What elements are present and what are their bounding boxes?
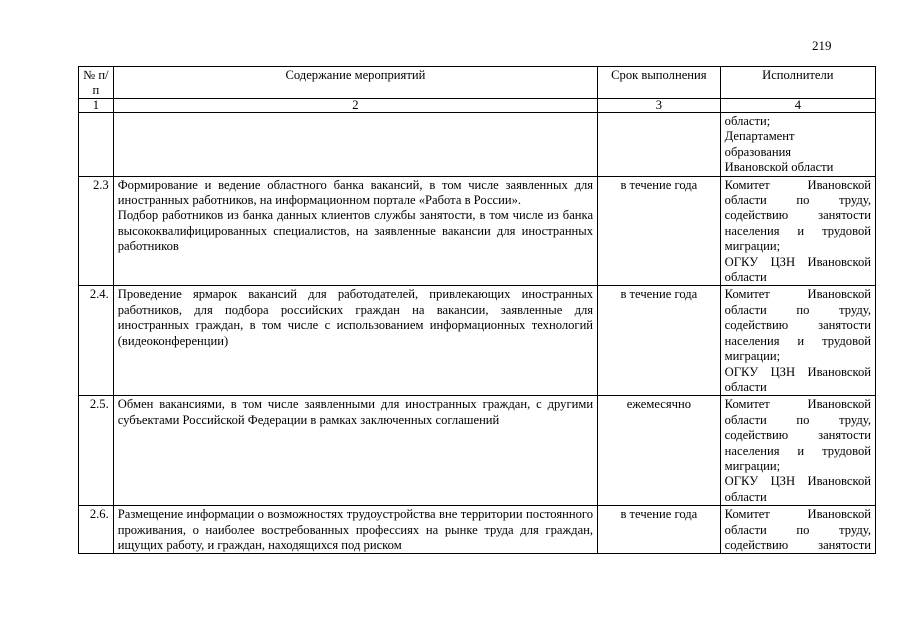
index-cell: 3 bbox=[598, 99, 721, 113]
table-row-2-4 bbox=[79, 286, 876, 396]
content-clip bbox=[118, 507, 593, 553]
executor-line: области по труду, bbox=[724, 412, 871, 427]
table-row-2-3 bbox=[79, 176, 876, 286]
executor-line: Комитет Ивановской bbox=[724, 397, 871, 412]
executor-line: содействию занятости bbox=[724, 428, 871, 443]
content-paragraph: Формирование и ведение областного банка вакансий, в том числе заявленных для иностранных работников, на информационном портале «Работа в России». bbox=[117, 177, 594, 208]
executor-line: населения и трудовой bbox=[724, 223, 871, 238]
executor-line: Ивановской области bbox=[724, 160, 834, 175]
executor-line: области bbox=[724, 379, 767, 394]
executor-line: области; bbox=[724, 114, 771, 128]
table-index-row bbox=[79, 99, 876, 113]
header-num: № п/п bbox=[79, 67, 114, 99]
index-cell: 1 bbox=[79, 99, 114, 113]
executor-line: миграции; bbox=[724, 349, 781, 364]
content-cell bbox=[113, 176, 597, 286]
content-paragraph: Подбор работников из банка данных клиентов службы занятости, в том числе из банка высококвалифицированных специалистов, на заявленные вакансии для иностранных работников bbox=[117, 208, 594, 254]
content-cell bbox=[113, 113, 597, 177]
executor-line: Комитет Ивановской bbox=[724, 287, 871, 302]
content-paragraph: Проведение ярмарок вакансий для работодателей, привлекающих иностранных работников, для подбора российских граждан на вакансии, заявленные для иностранных граждан, в том числе с использованием информационных технологий (видеоконференции) bbox=[117, 287, 594, 348]
term-cell bbox=[598, 113, 721, 177]
executor-line: миграции; bbox=[724, 458, 781, 473]
executor-line: содействию занятости bbox=[724, 318, 871, 333]
content-cell bbox=[113, 286, 597, 396]
executor-line: населения и трудовой bbox=[724, 443, 871, 458]
executors-cell bbox=[720, 396, 875, 506]
num-cell: 2.4. bbox=[79, 286, 114, 396]
table-header-row bbox=[79, 67, 876, 99]
executor-line: Комитет Ивановской bbox=[724, 177, 871, 192]
num-cell: 2.6. bbox=[79, 506, 114, 554]
content-cell bbox=[113, 396, 597, 506]
executor-line: Департамент bbox=[724, 129, 795, 144]
executor-line: области по труду, bbox=[724, 193, 871, 208]
header-term: Срок выполнения bbox=[598, 67, 721, 99]
index-cell: 2 bbox=[113, 99, 597, 113]
executor-line: миграции; bbox=[724, 239, 781, 254]
executor-line: области по труду, bbox=[724, 302, 871, 317]
num-cell: 2.3 bbox=[79, 176, 114, 286]
table-row-2-6 bbox=[79, 506, 876, 554]
executors-cell bbox=[720, 286, 875, 396]
executor-line: Комитет Ивановской bbox=[724, 507, 871, 522]
executor-line: области bbox=[724, 270, 767, 285]
term-cell: в течение года bbox=[598, 176, 721, 286]
executors-clip bbox=[725, 507, 871, 553]
executor-line: области bbox=[724, 489, 767, 504]
executors-cell bbox=[720, 506, 875, 554]
executor-line: области по труду, bbox=[724, 522, 871, 537]
executor-line: образования bbox=[724, 144, 792, 159]
page-number: 219 bbox=[812, 38, 832, 53]
executor-line: содействию занятости bbox=[724, 208, 871, 223]
executors-cell bbox=[720, 113, 875, 177]
content-cell bbox=[113, 506, 597, 554]
executor-line: ОГКУ ЦЗН Ивановской bbox=[724, 474, 871, 489]
index-cell: 4 bbox=[720, 99, 875, 113]
measures-table bbox=[78, 66, 876, 554]
term-cell: в течение года bbox=[598, 506, 721, 554]
term-cell: ежемесячно bbox=[598, 396, 721, 506]
term-cell: в течение года bbox=[598, 286, 721, 396]
num-cell: 2.5. bbox=[79, 396, 114, 506]
header-content: Содержание мероприятий bbox=[113, 67, 597, 99]
table-row-continuation bbox=[79, 113, 876, 177]
num-cell bbox=[79, 113, 114, 177]
executor-line: населения и трудовой bbox=[724, 333, 871, 348]
executor-line: ОГКУ ЦЗН Ивановской bbox=[724, 364, 871, 379]
content-paragraph: Обмен вакансиями, в том числе заявленными для иностранных граждан, с другими субъектами Российской Федерации в рамках заключенных соглашений bbox=[117, 397, 594, 427]
executor-line: содействию занятости bbox=[724, 537, 871, 552]
executor-line: ОГКУ ЦЗН Ивановской bbox=[724, 254, 871, 269]
table-row-2-5 bbox=[79, 396, 876, 506]
executors-cell bbox=[720, 176, 875, 286]
content-paragraph: Размещение информации о возможностях трудоустройства вне территории постоянного проживания, о наиболее востребованных профессиях на рынке труда для граждан, ищущих работу, и граждан, находящихся под риском bbox=[117, 507, 594, 552]
header-executors: Исполнители bbox=[720, 67, 875, 99]
